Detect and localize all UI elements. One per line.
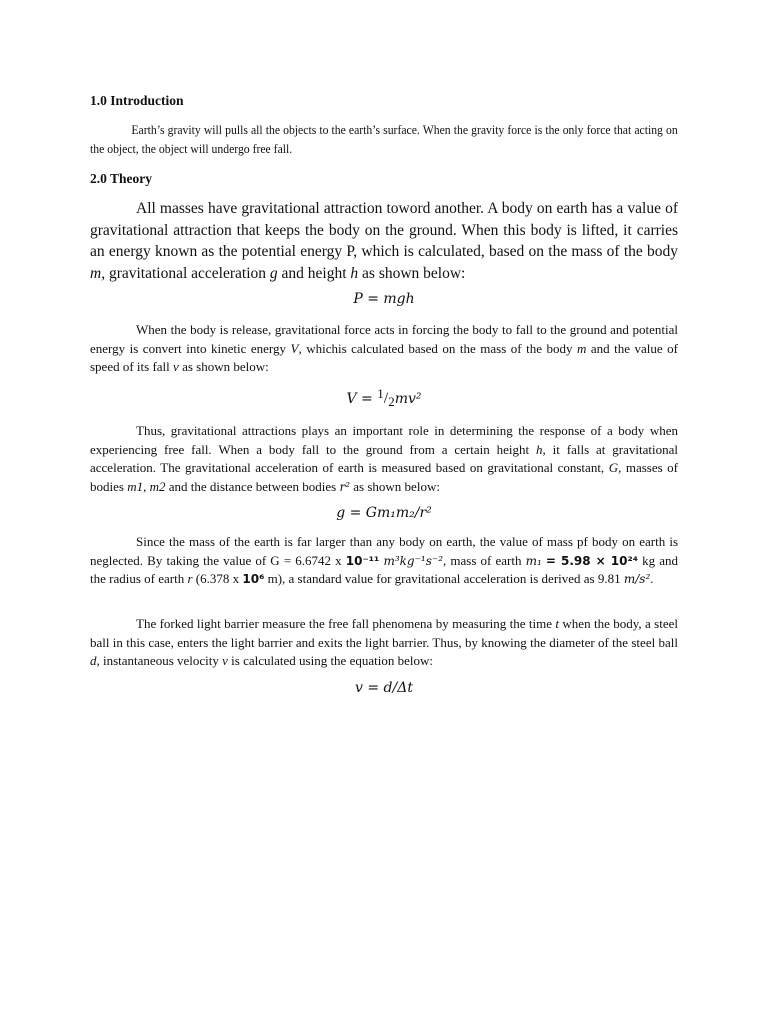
theory-p5-wrap	[90, 615, 678, 671]
theory-p1-wrap	[90, 198, 678, 284]
equation-instantaneous-velocity: v = d/Δt	[355, 680, 413, 696]
equation-kinetic-energy: V = $^1$/2mv²	[346, 386, 422, 409]
theory-p3-wrap	[90, 422, 678, 496]
theory-p4-wrap	[90, 533, 678, 589]
theory-paragraph-5: The forked light barrier measure the free fall phenomena by measuring the time t when the body, a steel ball in this case, enters the light barrier and exits the light barrier. Thus, by knowing the diameter of the steel ball d, instantaneous velocity v is calculated using the equation below:	[90, 616, 679, 668]
theory-paragraph-3: Thus, gravitational attractions plays an important role in determining the response of a body when experiencing free fall. When a body fall to the ground from a certain height h, it falls at gravitational acceleration. The gravitational acceleration of earth is measured based on gravitational constant, G, masses of bodies m1, m2 and the distance between bodies r² as shown below:	[90, 423, 679, 494]
equation-gravitational-acceleration: g = Gm₁m₂/r²	[336, 505, 432, 521]
theory-paragraph-2: When the body is release, gravitational force acts in forcing the body to fall to the ground and potential energy is convert into kinetic energy V, whichis calculated based on the mass of the body m and the value of speed of its fall v as shown below:	[90, 322, 678, 374]
theory-paragraph-4: Since the mass of the earth is far larger than any body on earth, the value of mass pf body on earth is neglected. By taking the value of G = 6.6742 x 10⁻¹¹ m³kg⁻¹s⁻², mass of earth m₁ = 5.98 × 10²⁴ kg and the radius of earth r (6.378 x 10⁶ m), a standard value for gravitational acceleration is derived as 9.81 m/s².	[90, 534, 679, 586]
theory-paragraph-1: All masses have gravitational attraction toword another. A body on earth has a value of gravitational attraction that keeps the body on the ground. When this body is lifted, it carries an energy known as the potential energy P, which is calculated, based on the mass of the body m, gravitational acceleration g and height h as shown below:	[90, 200, 678, 282]
equation-potential-energy: P = mgh	[353, 291, 415, 307]
intro-heading: 1.0 Introduction	[90, 93, 184, 108]
fraction-one-half: $^1$/2	[377, 386, 395, 409]
intro-paragraph-wrap	[90, 121, 678, 158]
theory-heading: 2.0 Theory	[90, 171, 153, 186]
theory-p2-wrap	[90, 321, 678, 377]
intro-paragraph: Earth’s gravity will pulls all the objects to the earth’s surface. When the gravity force is the only force that acting on the object, the object will undergo free fall.	[90, 122, 678, 156]
